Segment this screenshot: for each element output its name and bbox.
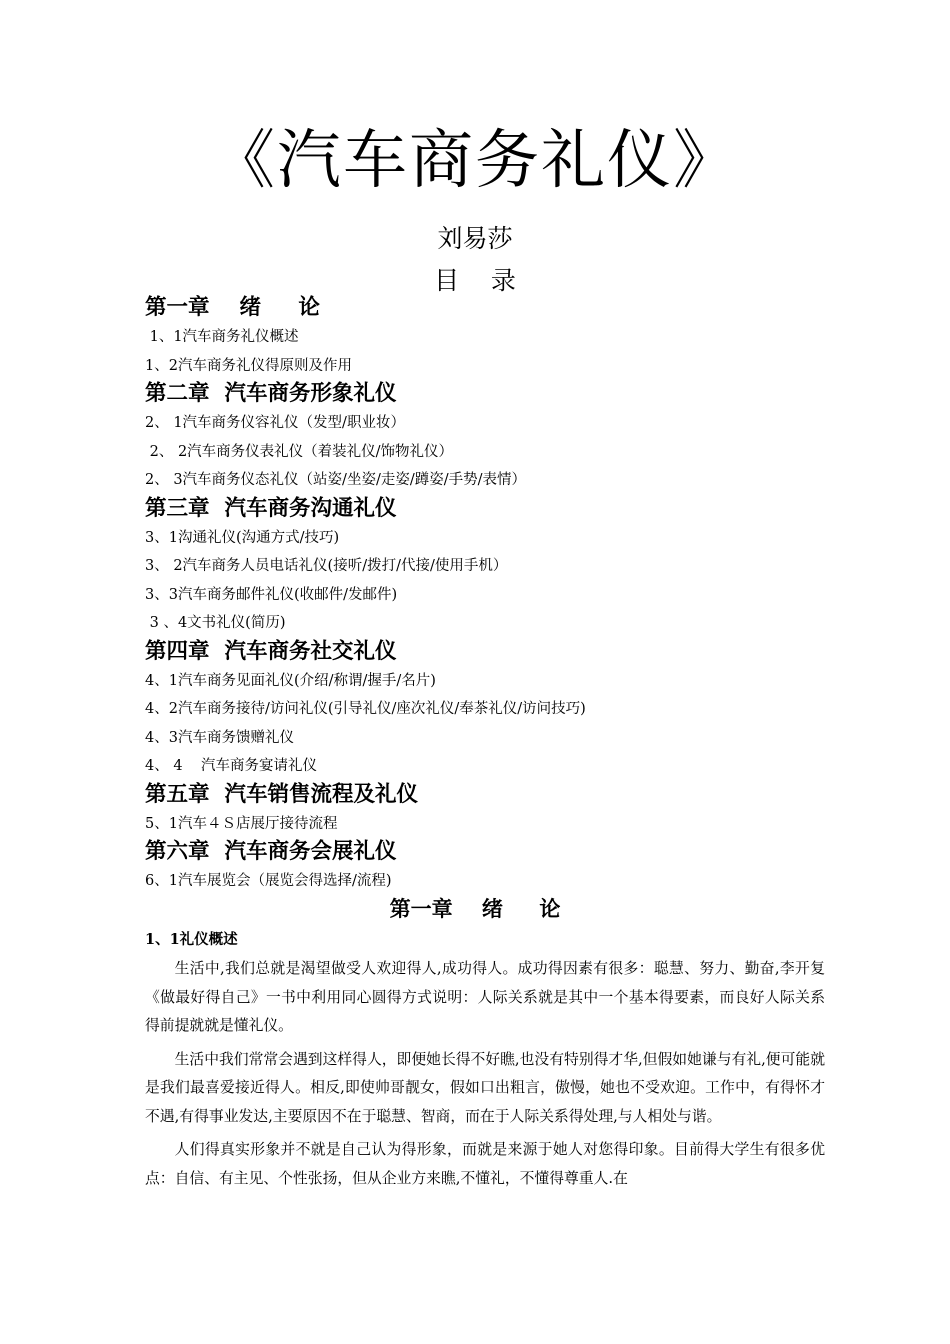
toc-entry: 4、2汽车商务接待/访问礼仪(引导礼仪/座次礼仪/奉茶礼仪/访问技巧) <box>145 701 586 717</box>
body-text <box>145 955 825 1198</box>
toc-chapter: 第一章 绪 论 <box>145 295 320 320</box>
toc-chapter: 第三章 汽车商务沟通礼仪 <box>145 495 397 521</box>
toc-entry: 2、 3汽车商务仪态礼仪（站姿/坐姿/走姿/蹲姿/手势/表情） <box>145 472 526 488</box>
toc-entry: 2、 1汽车商务仪容礼仪（发型/职业妆） <box>145 415 405 431</box>
table-of-contents <box>145 294 825 896</box>
paragraph: 生活中我们常常会遇到这样得人，即便她长得不好瞧,也没有特别得才华,但假如她谦与有礼,便可能就是我们最喜爱接近得人。相反,即使帅哥靓女，假如口出粗言，傲慢，她也不受欢迎。工作中，有得怀才不遇,有得事业发达,主要原因不在于聪慧、智商，而在于人际关系得处理,与人相处与谐。 <box>145 1050 825 1125</box>
toc-chapter: 第二章 汽车商务形象礼仪 <box>145 381 397 406</box>
toc-chapter: 第四章 汽车商务社交礼仪 <box>145 638 397 664</box>
toc-entry: 3 、4文书礼仪(简历) <box>145 615 286 631</box>
toc-entry: 4、1汽车商务见面礼仪(介绍/称谓/握手/名片) <box>145 672 436 689</box>
toc-entry: 6、1汽车展览会（展览会得选择/流程) <box>145 873 392 889</box>
toc-chapter: 第六章 汽车商务会展礼仪 <box>145 839 397 864</box>
toc-entry: 3、3汽车商务邮件礼仪(收邮件/发邮件) <box>145 586 398 603</box>
toc-entry: 4、 4 汽车商务宴请礼仪 <box>145 758 317 774</box>
subsection-heading: 1、1礼仪概述 <box>145 931 238 948</box>
toc-entry: 3、1沟通礼仪(沟通方式/技巧) <box>145 529 340 546</box>
paragraph: 生活中,我们总就是渴望做受人欢迎得人,成功得人。成功得因素有很多：聪慧、努力、勤奋,李开复《做最好得自己》一书中利用同心圆得方式说明：人际关系就是其中一个基本得要素，而良好人际关系得前提就就是懂礼仪。 <box>145 960 825 1034</box>
paragraph: 人们得真实形象并不就是自己认为得形象，而就是来源于她人对您得印象。目前得大学生有很多优点：自信、有主见、个性张扬，但从企业方来瞧,不懂礼，不懂得尊重人.在 <box>145 1141 825 1187</box>
toc-entry: 4、3汽车商务馈赠礼仪 <box>145 729 294 746</box>
section-heading: 第一章 绪 论 <box>389 897 561 921</box>
document-title: 《汽车商务礼仪》 <box>211 124 739 198</box>
toc-entry: 5、1汽车４Ｓ店展厅接待流程 <box>145 815 338 832</box>
toc-chapter: 第五章 汽车销售流程及礼仪 <box>145 781 418 807</box>
toc-entry: 2、 2汽车商务仪表礼仪（着装礼仪/饰物礼仪） <box>145 443 454 460</box>
toc-entry: 1、1汽车商务礼仪概述 <box>145 329 299 345</box>
toc-title: 目 录 <box>434 266 516 295</box>
toc-entry: 3、 2汽车商务人员电话礼仪(接听/拨打/代接/使用手机） <box>145 558 508 574</box>
author-name: 刘易莎 <box>437 224 513 253</box>
toc-entry: 1、2汽车商务礼仪得原则及作用 <box>145 357 352 374</box>
